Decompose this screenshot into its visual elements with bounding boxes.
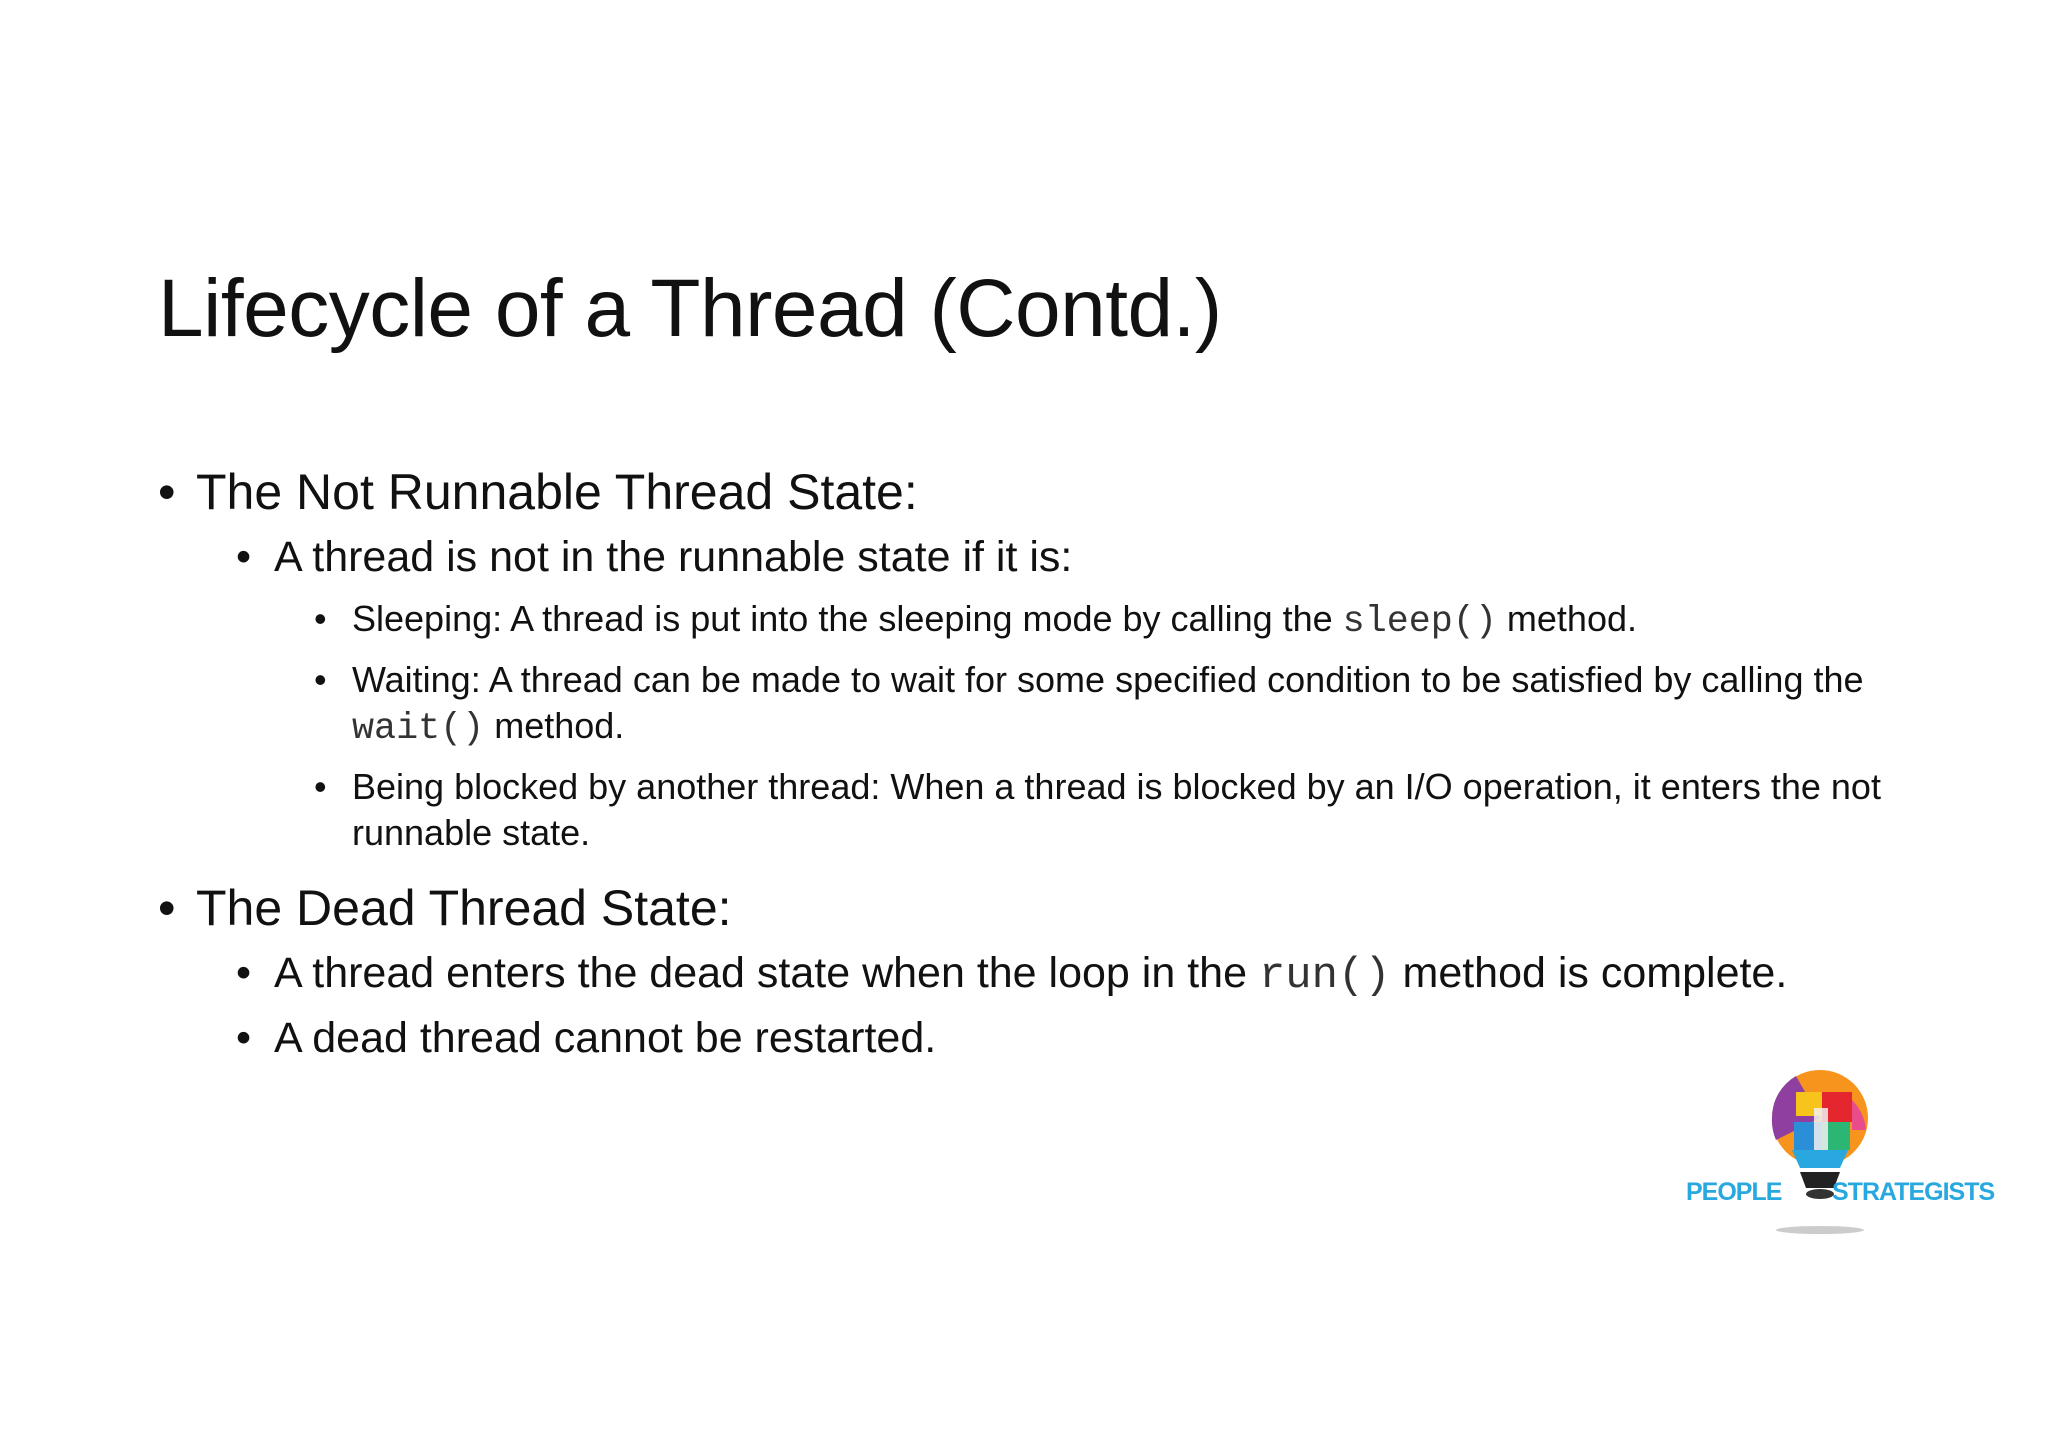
bullet-dot: • — [236, 533, 252, 581]
bullet-text: Being blocked by another thread: When a thread is blocked by an I/O operation, it enters the not runnable state. — [352, 766, 1881, 853]
bullet-text: Waiting: A thread can be made to wait for some specified condition to be satisfied by calling the — [352, 659, 1864, 700]
bullet-not-runnable-heading — [158, 462, 1918, 522]
bullet-text: The Not Runnable Thread State: — [196, 464, 918, 520]
bullet-waiting — [158, 657, 1918, 752]
bullet-dot: • — [314, 659, 327, 700]
code-sleep: sleep() — [1342, 601, 1497, 643]
bullet-dead-loop — [158, 946, 1918, 1003]
bullet-text: A thread is not in the runnable state if it is: — [274, 533, 1073, 581]
bullet-text: A dead thread cannot be restarted. — [274, 1014, 937, 1062]
bullet-text-after: method is complete. — [1390, 949, 1788, 997]
people-strategists-logo — [1680, 1060, 2000, 1240]
slide-content — [158, 462, 1918, 1065]
logo-text-row — [1680, 1178, 2000, 1208]
lightbulb-puzzle-icon — [1680, 1060, 2000, 1240]
bullet-dot: • — [236, 949, 252, 997]
slide-title: Lifecycle of a Thread (Contd.) — [158, 263, 1222, 354]
bullet-sleeping — [158, 596, 1918, 645]
bullet-dot: • — [158, 464, 176, 520]
code-run: run() — [1258, 951, 1391, 1001]
bullet-not-runnable-sub — [158, 530, 1918, 584]
bullet-dot: • — [314, 598, 327, 639]
bullet-dot: • — [314, 766, 327, 807]
bullet-text-after: method. — [484, 705, 625, 746]
bullet-text: The Dead Thread State: — [196, 880, 732, 936]
bullet-dead-heading — [158, 878, 1918, 938]
bullet-dead-restart — [158, 1011, 1918, 1065]
bullet-dot: • — [236, 1014, 252, 1062]
bullet-blocked — [158, 764, 1918, 856]
bullet-dot: • — [158, 880, 176, 936]
bullet-text: Sleeping: A thread is put into the sleeping mode by calling the — [352, 598, 1343, 639]
logo-text-people: PEOPLE — [1686, 1178, 1782, 1206]
logo-text-strategists: STRATEGISTS — [1832, 1178, 1995, 1206]
code-wait: wait() — [352, 708, 485, 750]
bullet-text: A thread enters the dead state when the loop in the — [274, 949, 1259, 997]
bullet-text-after: method. — [1496, 598, 1638, 639]
